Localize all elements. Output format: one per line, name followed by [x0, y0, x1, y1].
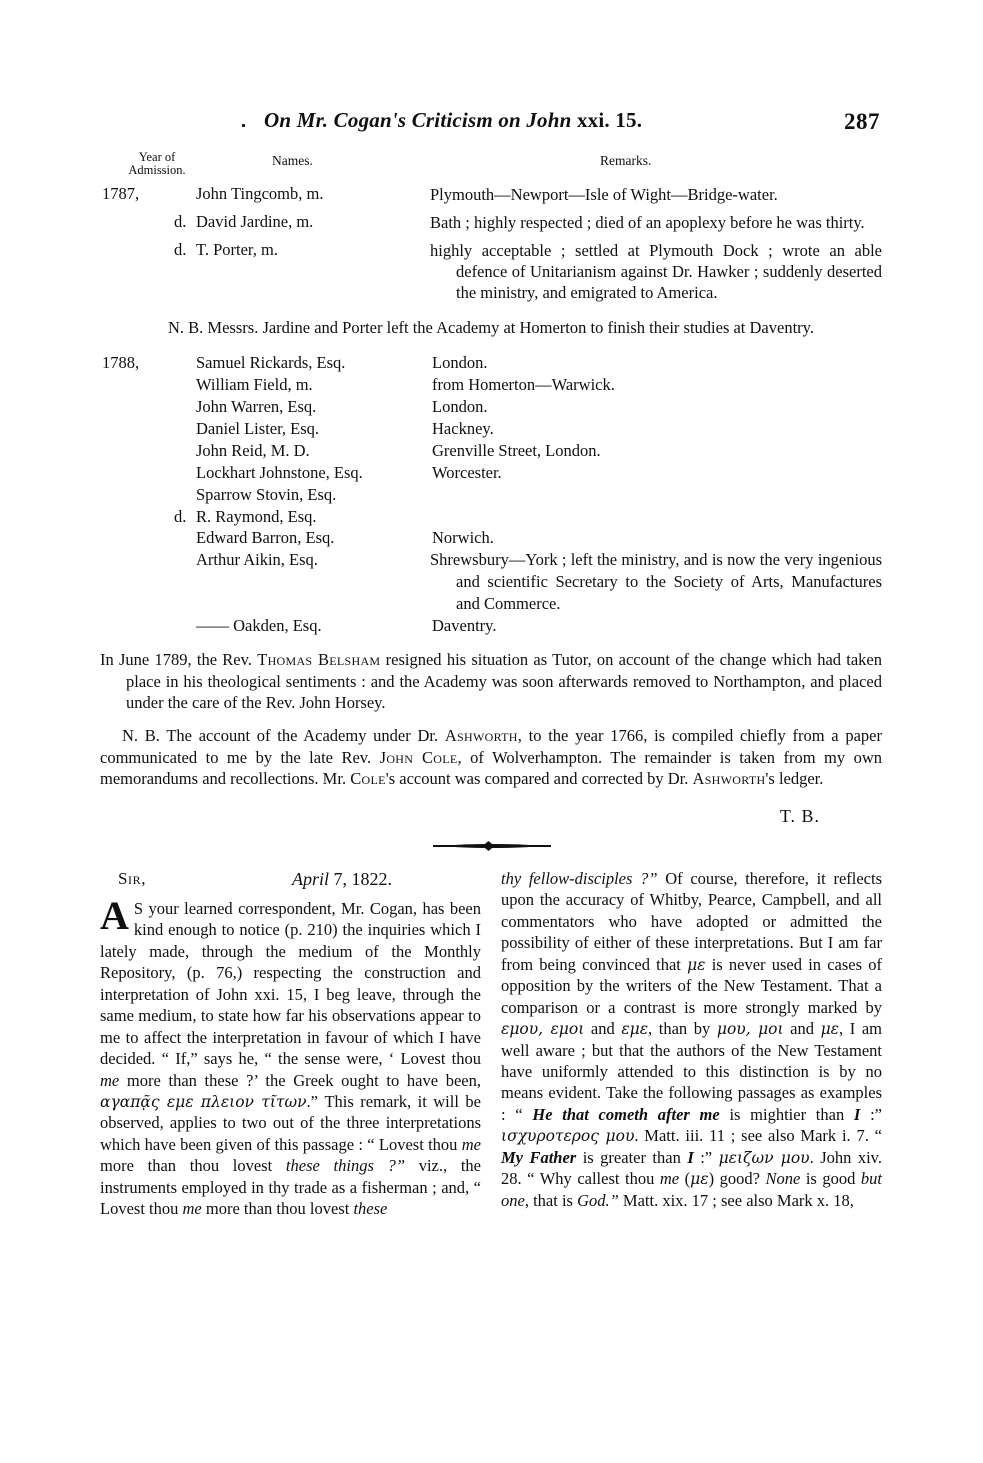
left-text-after-me-2: more than thou lovest: [100, 1156, 286, 1176]
left-italic-me-3: me: [182, 1199, 202, 1219]
ashworth-part1: N. B. The account of the Academy under Dr.: [122, 726, 445, 746]
register-column-headers: [100, 152, 882, 184]
quote-4-rest-2: , that is: [524, 1190, 578, 1210]
greek-meizon-mou: μειζων μου: [718, 1148, 810, 1167]
drop-cap: A: [100, 893, 129, 938]
ashworth-part5: 's ledger.: [765, 769, 824, 789]
register-table: [100, 152, 882, 827]
quote-1-italic-i: I: [853, 1104, 861, 1124]
running-head: [100, 108, 880, 138]
table-row: [100, 462, 882, 484]
right-and-1: and: [584, 1019, 622, 1039]
quote-3-italic-me: me: [659, 1169, 680, 1189]
column-header-names: Names.: [272, 153, 313, 168]
row-name: [174, 374, 430, 396]
greek-mou-moi: μου, μοι: [716, 1020, 784, 1039]
table-row: [100, 374, 882, 396]
quote-4-rest: is good: [800, 1169, 861, 1189]
greek-eme: εμε: [621, 1020, 649, 1039]
quote-2-italic-i: I: [687, 1147, 694, 1167]
row-name-text: Samuel Rickards, Esq.: [196, 352, 346, 372]
quote-4-god: God.”: [577, 1190, 619, 1210]
belsham-paragraph: [100, 649, 882, 713]
row-name-text: John Reid, M. D.: [196, 440, 310, 460]
ornament-divider: [0, 840, 983, 854]
row-name: [174, 396, 430, 418]
row-name: [174, 352, 430, 374]
left-text-after-me-1: more than these ?’ the Greek ought to have been,: [119, 1070, 481, 1090]
row-remark: Worcester.: [432, 462, 502, 482]
row-remark: highly acceptable ; settled at Plymouth Dock ; wrote an able defence of Unitarianism against Dr. Hawker ; suddenly deserted the ministry, and emigrated to America.: [430, 241, 882, 303]
row-name: [174, 440, 430, 462]
row-death-mark: d.: [174, 240, 187, 260]
left-italic-me-1: me: [100, 1070, 120, 1090]
right-text-after-greek-me: is never used in cases of opposition by the writers of the New Testament. That a comparison or a contrast is more strongly marked by: [501, 954, 882, 1017]
row-remark: London.: [432, 352, 488, 372]
greek-ischyroteros-mou: ισχυροτερος μου: [501, 1127, 635, 1146]
left-opening-text: S your learned correspondent, Mr. Cogan, has been kind enough to notice (p. 210) the inquiries which I lately made, through the medium of the Monthly Repository, (p. 76,) respecting the construction and interpretation of John xxi. 15, I beg leave, through the same medium, to state how far his observations appear to me to affect the interpretation in favour of which I have decided. “ If,” says he, “ the sense were, ‘ Lovest thou: [100, 899, 481, 1069]
table-row: [100, 352, 882, 374]
letter-body-left: [100, 893, 481, 1220]
running-head-title-italic: On Mr. Cogan's Criticism on: [264, 108, 527, 132]
row-name-text: William Field, m.: [196, 374, 313, 394]
quote-3-paren-close: ) good?: [708, 1169, 766, 1189]
table-row: [100, 440, 882, 462]
column-header-year: [112, 151, 202, 176]
column-header-remarks: Remarks.: [600, 153, 652, 168]
row-name-text: John Warren, Esq.: [196, 396, 317, 416]
ornament-shape: [433, 840, 551, 852]
greek-phrase-agapas: αγαπᾷς εμε πλειον τῖτων: [100, 1092, 307, 1111]
quote-4-but-one: but one: [501, 1169, 882, 1210]
letter-heading-row: [100, 868, 481, 898]
left-italic-these-things: these things ?”: [285, 1156, 405, 1176]
ashworth-name-1: Ashworth: [444, 726, 518, 746]
row-name-text: T. Porter, m.: [196, 240, 278, 260]
row-name: [174, 184, 430, 204]
table-row: [100, 240, 882, 303]
scripture-ref-3: Matt. xix. 17 ; see also Mark x. 18,: [618, 1190, 854, 1210]
row-year: 1787,: [102, 184, 140, 203]
letter-date-month: April: [292, 869, 330, 889]
row-name-text: John Tingcomb, m.: [196, 184, 324, 203]
table-row: [100, 212, 882, 233]
row-name: [174, 484, 430, 506]
ashworth-part2: , to the year 1766, is compiled chiefly from a paper communicated to me by the late Rev.: [100, 726, 882, 767]
row-remark: Plymouth—Newport—Isle of Wight—Bridge-water.: [430, 185, 778, 204]
row-remark: Bath ; highly respected ; died of an apoplexy before he was thirty.: [430, 213, 865, 233]
ashworth-part4: 's account was compared and corrected by Dr.: [385, 769, 693, 789]
row-death-mark: d.: [174, 212, 187, 232]
letter-column-left: [100, 868, 481, 1220]
column-header-year-line1: Year of: [138, 150, 176, 164]
row-name: [174, 549, 430, 571]
page-number: 287: [844, 109, 880, 134]
row-name-text: Arthur Aikin, Esq.: [196, 550, 318, 570]
right-and-2: and: [783, 1019, 821, 1039]
belsham-pre: In June 1789, the Rev.: [100, 650, 258, 670]
row-name: [174, 462, 430, 484]
letter-column-right: [501, 868, 882, 1211]
row-name-text: —— Oakden, Esq.: [196, 616, 322, 636]
row-name: [174, 506, 430, 528]
row-name-text: R. Raymond, Esq.: [196, 506, 317, 526]
right-text-after-italic: Of course, therefore, it reflects upon the accuracy of Whitby, Pearce, Campbell, and all commentators who have adopted or admitted the possibility of either of these interpretations. But I am far from being convinced that: [501, 869, 882, 974]
row-remark: Shrewsbury—York ; left the ministry, and is now the very ingenious and scientific Secretary to the Society of Arts, Manufactures and Commerce.: [430, 550, 882, 614]
table-row: [100, 506, 882, 528]
scripture-ref-2: . John xiv. 28. “ Why callest thou: [501, 1147, 882, 1189]
register-nb-note: N. B. Messrs. Jardine and Porter left the Academy at Homerton to finish their studies at Daventry.: [168, 317, 814, 337]
letter-body-right: [501, 868, 882, 1211]
running-head-title: [264, 108, 642, 133]
table-row: [100, 396, 882, 418]
quote-3-paren-open: (: [679, 1169, 691, 1189]
ornament-diamond-icon: [483, 841, 495, 851]
left-italic-me-2: me: [461, 1134, 481, 1154]
running-head-title-ref: xxi. 15.: [576, 108, 643, 132]
quote-1-rest: is mightier than: [719, 1104, 854, 1124]
quote-he-that-cometh: He that cometh after me: [532, 1104, 720, 1124]
row-name-text: Edward Barron, Esq.: [196, 528, 335, 548]
scripture-ref-1: . Matt. iii. 11 ; see also Mark i. 7. “: [634, 1126, 882, 1146]
column-header-year-line2: Admission.: [128, 162, 186, 177]
row-name: [174, 527, 430, 549]
row-name-text: Daniel Lister, Esq.: [196, 418, 320, 438]
row-year: 1788,: [102, 352, 140, 372]
table-row: [100, 418, 882, 440]
row-remark: Norwich.: [432, 528, 494, 548]
left-text-after-me-3: more than thou lovest: [201, 1199, 354, 1219]
right-opening-italic: thy fellow-disciples ?”: [501, 869, 658, 888]
row-remark: Hackney.: [432, 418, 494, 438]
row-remark: from Homerton—Warwick.: [432, 374, 615, 394]
letter-date-rest: 7, 1822.: [329, 869, 393, 889]
ashworth-paragraph: [100, 725, 882, 789]
ashworth-name-2: Ashworth: [692, 769, 766, 789]
row-remark: Daventry.: [432, 616, 497, 636]
row-name-text: David Jardine, m.: [196, 212, 314, 232]
table-row: [100, 484, 882, 506]
row-name: [174, 212, 430, 232]
quote-2-end: :”: [693, 1147, 719, 1167]
row-name-text: Sparrow Stovin, Esq.: [196, 484, 337, 504]
running-head-dot: [242, 124, 245, 127]
row-death-mark: d.: [174, 506, 187, 526]
greek-me-3: με: [690, 1170, 709, 1189]
john-cole-name: John Cole: [379, 747, 458, 767]
quote-1-end: :”: [860, 1104, 882, 1124]
right-than-by: , than by: [648, 1019, 717, 1039]
left-italic-these-end: these: [353, 1199, 388, 1219]
row-remark: London.: [432, 396, 488, 416]
row-name-text: Lockhart Johnstone, Esq.: [196, 462, 363, 482]
right-text-after-greek-2: , I am well aware ; but that the authors of the New Testament have uniformly attended to this distinction is by no means evident. Take the following passages as examples : “: [501, 1019, 883, 1124]
signature-initials: T. B.: [779, 805, 820, 826]
belsham-name: Thomas Belsham: [257, 650, 381, 670]
ashworth-part3: , of Wolverhampton. The remainder is taken from my own memorandums and recollections. Mr.: [100, 747, 882, 789]
letter-date: [292, 868, 392, 891]
row-remark: Grenville Street, London.: [432, 440, 601, 460]
register-group-1788: [100, 352, 882, 637]
left-text-after-these: viz., the instruments employed in thy trade as a fisherman ; and, “ Lovest thou: [100, 1156, 481, 1219]
cole-name: Cole: [350, 769, 386, 789]
quote-4-none: None: [765, 1169, 801, 1189]
table-row: [100, 527, 882, 549]
table-row: [100, 549, 882, 615]
row-name: [174, 615, 430, 637]
running-head-title-john: John: [526, 108, 577, 132]
belsham-post: resigned his situation as Tutor, on account of the change which had taken place in his theological sentiments : and the Academy was soon afterwards removed to Northampton, and placed under the care of the Rev. John Horsey.: [126, 650, 882, 713]
table-row: [100, 184, 882, 205]
greek-emou-emoi: εμου, εμοι: [501, 1020, 585, 1039]
row-name: [174, 418, 430, 440]
table-row: [100, 615, 882, 637]
row-name: [174, 240, 430, 260]
salutation: Sir,: [118, 869, 147, 888]
left-text-after-greek-1: .” This remark, it will be observed, applies to two out of the three interpretations which have been given of this passage : “ Lovest thou: [100, 1091, 481, 1154]
quote-my-father: My Father: [501, 1147, 577, 1167]
greek-me-1: με: [687, 955, 706, 974]
greek-me-2: με: [820, 1020, 840, 1039]
register-group-1787: [100, 184, 882, 304]
quote-2-rest: is greater than: [576, 1147, 688, 1167]
